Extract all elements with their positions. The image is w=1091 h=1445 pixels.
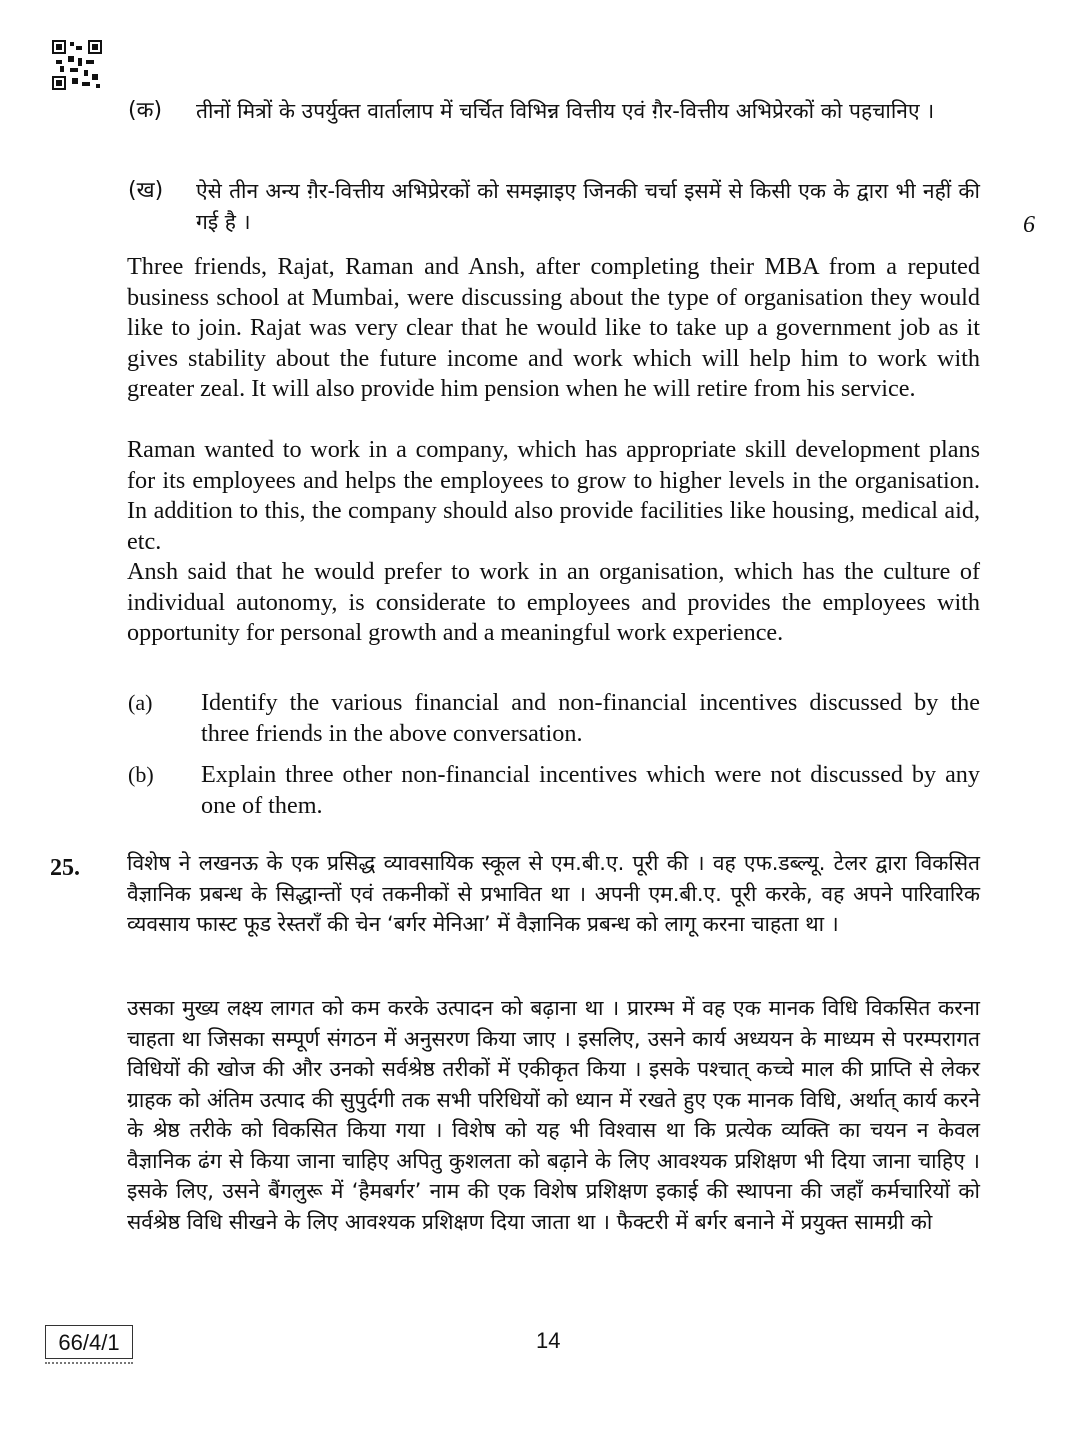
q25-para-1: विशेष ने लखनऊ के एक प्रसिद्ध व्यावसायिक स्कूल से एम.बी.ए. पूरी की । वह एफ.डब्ल्यू. टेलर द्वारा विकसित वैज्ञानिक प्रबन्ध के सिद्धान्तों एवं तकनीकों से प्रभावित था । अपनी एम.बी.ए. पूरी करके, वह अपने पारिवारिक व्यवसाय फास्ट फूड रेस्तराँ की चेन ‘बर्गर मेनिआ’ में वैज्ञानिक प्रबन्ध को लागू करना चाहता था । — [127, 851, 980, 936]
paper-code: 66/4/1 — [45, 1325, 133, 1359]
qr-code — [52, 40, 102, 90]
option-text-a: Identify the various financial and non-financial incentives discussed by the three friends in the above conversation. — [201, 689, 980, 747]
option-label-ka: (क) — [128, 98, 163, 123]
q25-para-2: उसका मुख्य लक्ष्य लागत को कम करके उत्पादन को बढ़ाना था । प्रारम्भ में वह एक मानक विधि विकसित करना चाहता था जिसका सम्पूर्ण संगठन में अनुसरण किया जाए । इसलिए, उसने कार्य अध्ययन के माध्यम से परम्परागत विधियों की खोज की और उनको सर्वश्रेष्ठ तरीकों में एकीकृत किया । इसके पश्चात् कच्चे माल की प्राप्ति से लेकर ग्राहक को अंतिम उत्पाद की सुपुर्दगी तक सभी परिधियों को ध्यान में रखते हुए एक मानक विधि, अर्थात् कार्य करने के श्रेष्ठ तरीके को विकसित किया गया । विशेष को यह भी विश्वास था कि प्रत्येक व्यक्ति का चयन न केवल वैज्ञानिक ढंग से किया जाना चाहिए अपितु कुशलता को बढ़ाने के लिए आवश्यक प्रशिक्षण भी दिया जाना चाहिए । इसके लिए, उसने बैंगलुरू में ‘हैमबर्गर’ नाम की एक विशेष प्रशिक्षण इकाई की स्थापना की जहाँ कर्मचारियों को सर्वश्रेष्ठ विधि सीखने के लिए आवश्यक प्रशिक्षण दिया जाता था । फैक्टरी में बर्गर बनाने में प्रयुक्त सामग्री को — [127, 996, 980, 1234]
option-label-b: (b) — [128, 762, 154, 787]
english-para-1: Three friends, Rajat, Raman and Ansh, after completing their MBA from a reputed business school at Mumbai, were discussing about the type of organisation they would like to join. Rajat was very clear that he would like to take up a government job as it gives stability about the future income and work which will help him to work with greater zeal. It will also provide him pension when he will retire from his service. — [127, 253, 980, 402]
option-text-b: Explain three other non-financial incentives which were not discussed by any one of them. — [201, 761, 980, 819]
english-para-2: Raman wanted to work in a company, which has appropriate skill development plans for its employees and helps the employees to grow to higher levels in the organisation. In addition to this, the company should also provide facilities like housing, medical aid, etc. — [127, 436, 980, 555]
option-label-kha: (ख) — [128, 178, 164, 203]
option-label-a: (a) — [128, 690, 153, 715]
english-para-3: Ansh said that he would prefer to work in an organisation, which has the culture of individual autonomy, is considerate to employees and provides the employees with opportunity for personal growth and a meaningful work experience. — [127, 558, 980, 646]
marks: 6 — [1023, 212, 1035, 238]
page-number: 14 — [536, 1328, 561, 1353]
option-text-kha: ऐसे तीन अन्य ग़ैर-वित्तीय अभिप्रेरकों को समझाइए जिनकी चर्चा इसमें से किसी एक के द्वारा भी नहीं की गई है । — [196, 179, 980, 234]
question-number: 25. — [50, 855, 80, 881]
option-text-ka: तीनों मित्रों के उपर्युक्त वार्तालाप में चर्चित विभिन्न वित्तीय एवं ग़ैर-वित्तीय अभिप्रेरकों को पहचानिए । — [196, 99, 935, 123]
